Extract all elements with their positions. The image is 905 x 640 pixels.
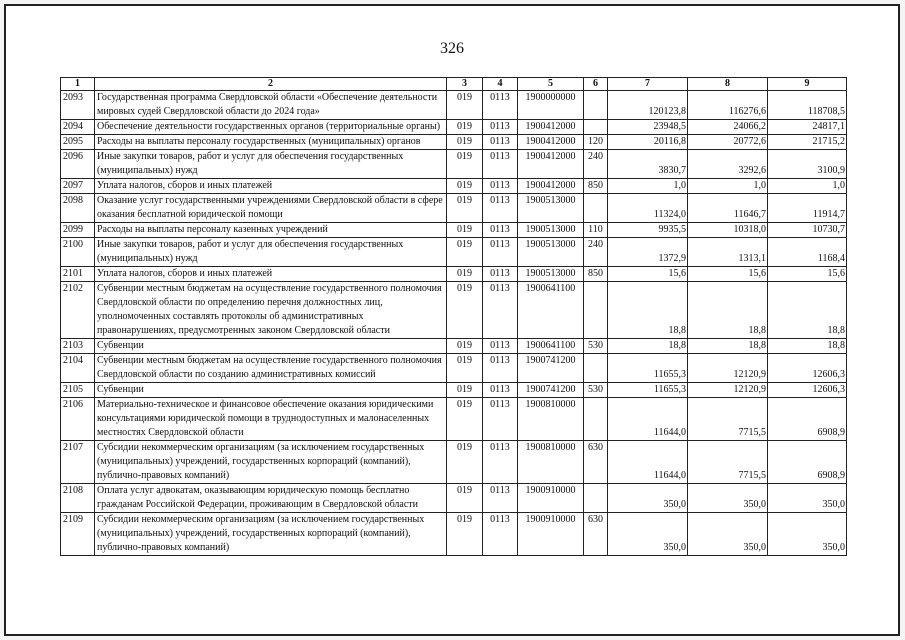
amount-year-2-cell: 15,6 xyxy=(688,267,768,282)
row-number-cell: 2100 xyxy=(61,238,95,267)
header-cell: 8 xyxy=(688,78,768,91)
description-cell: Расходы на выплаты персоналу государственных (муниципальных) органов xyxy=(95,135,447,150)
expense-type-cell: 850 xyxy=(584,179,608,194)
header-cell: 9 xyxy=(768,78,847,91)
amount-year-3-cell: 3100,9 xyxy=(768,150,847,179)
amount-year-2-cell: 7715,5 xyxy=(688,398,768,441)
ministry-code-cell: 019 xyxy=(447,383,483,398)
amount-year-1-cell: 120123,8 xyxy=(608,91,688,120)
description-cell: Субвенции местным бюджетам на осуществление государственного полномочия Свердловской области по определению перечня должностных лиц, уполномоченных составлять протоколы об административных правонарушениях, предусмотренных законом Свердловской области xyxy=(95,282,447,339)
table-row xyxy=(61,135,847,150)
amount-year-3-cell: 350,0 xyxy=(768,513,847,556)
amount-year-3-cell: 10730,7 xyxy=(768,223,847,238)
table-row xyxy=(61,339,847,354)
header-cell: 2 xyxy=(95,78,447,91)
ministry-code-cell: 019 xyxy=(447,135,483,150)
ministry-code-cell: 019 xyxy=(447,398,483,441)
ministry-code-cell: 019 xyxy=(447,484,483,513)
amount-year-3-cell: 118708,5 xyxy=(768,91,847,120)
ministry-code-cell: 019 xyxy=(447,150,483,179)
description-cell: Материально-техническое и финансовое обеспечение оказания юридическими консультациями юридической помощи в труднодоступных и малонаселенных местностях Свердловской области xyxy=(95,398,447,441)
expense-type-cell: 630 xyxy=(584,441,608,484)
target-article-cell: 1900412000 xyxy=(518,120,584,135)
row-number-cell: 2096 xyxy=(61,150,95,179)
ministry-code-cell: 019 xyxy=(447,339,483,354)
description-cell: Расходы на выплаты персоналу казенных учреждений xyxy=(95,223,447,238)
ministry-code-cell: 019 xyxy=(447,354,483,383)
description-cell: Оплата услуг адвокатам, оказывающим юридическую помощь бесплатно гражданам Российской Федерации, проживающим в Свердловской области xyxy=(95,484,447,513)
header-cell: 3 xyxy=(447,78,483,91)
ministry-code-cell: 019 xyxy=(447,120,483,135)
table-row xyxy=(61,223,847,238)
table-row xyxy=(61,484,847,513)
ministry-code-cell: 019 xyxy=(447,91,483,120)
amount-year-1-cell: 350,0 xyxy=(608,484,688,513)
row-number-cell: 2107 xyxy=(61,441,95,484)
amount-year-2-cell: 1313,1 xyxy=(688,238,768,267)
row-number-cell: 2093 xyxy=(61,91,95,120)
table-row xyxy=(61,150,847,179)
ministry-code-cell: 019 xyxy=(447,223,483,238)
row-number-cell: 2105 xyxy=(61,383,95,398)
amount-year-1-cell: 18,8 xyxy=(608,282,688,339)
amount-year-2-cell: 12120,9 xyxy=(688,383,768,398)
section-code-cell: 0113 xyxy=(483,282,518,339)
page-number: 326 xyxy=(440,40,464,57)
amount-year-2-cell: 1,0 xyxy=(688,179,768,194)
expense-type-cell: 530 xyxy=(584,339,608,354)
section-code-cell: 0113 xyxy=(483,179,518,194)
header-cell: 5 xyxy=(518,78,584,91)
table-row xyxy=(61,179,847,194)
expense-type-cell xyxy=(584,194,608,223)
amount-year-2-cell: 12120,9 xyxy=(688,354,768,383)
description-cell: Обеспечение деятельности государственных органов (территориальные органы) xyxy=(95,120,447,135)
expense-type-cell: 240 xyxy=(584,238,608,267)
header-cell: 6 xyxy=(584,78,608,91)
section-code-cell: 0113 xyxy=(483,398,518,441)
section-code-cell: 0113 xyxy=(483,150,518,179)
section-code-cell: 0113 xyxy=(483,383,518,398)
expense-type-cell: 850 xyxy=(584,267,608,282)
section-code-cell: 0113 xyxy=(483,441,518,484)
target-article-cell: 1900000000 xyxy=(518,91,584,120)
row-number-cell: 2099 xyxy=(61,223,95,238)
target-article-cell: 1900513000 xyxy=(518,194,584,223)
section-code-cell: 0113 xyxy=(483,484,518,513)
expense-type-cell xyxy=(584,120,608,135)
table-row xyxy=(61,383,847,398)
table-row xyxy=(61,120,847,135)
amount-year-2-cell: 18,8 xyxy=(688,339,768,354)
amount-year-1-cell: 18,8 xyxy=(608,339,688,354)
amount-year-2-cell: 350,0 xyxy=(688,484,768,513)
amount-year-1-cell: 11324,0 xyxy=(608,194,688,223)
document-page xyxy=(4,4,900,636)
expense-type-cell xyxy=(584,354,608,383)
row-number-cell: 2109 xyxy=(61,513,95,556)
amount-year-1-cell: 23948,5 xyxy=(608,120,688,135)
amount-year-2-cell: 3292,6 xyxy=(688,150,768,179)
target-article-cell: 1900412000 xyxy=(518,135,584,150)
description-cell: Иные закупки товаров, работ и услуг для обеспечения государственных (муниципальных) нужд xyxy=(95,238,447,267)
amount-year-3-cell: 12606,3 xyxy=(768,354,847,383)
amount-year-3-cell: 6908,9 xyxy=(768,441,847,484)
expense-type-cell xyxy=(584,282,608,339)
row-number-cell: 2098 xyxy=(61,194,95,223)
target-article-cell: 1900910000 xyxy=(518,513,584,556)
amount-year-1-cell: 1,0 xyxy=(608,179,688,194)
expense-type-cell: 110 xyxy=(584,223,608,238)
table-row xyxy=(61,513,847,556)
description-cell: Субвенции xyxy=(95,339,447,354)
amount-year-3-cell: 21715,2 xyxy=(768,135,847,150)
target-article-cell: 1900810000 xyxy=(518,441,584,484)
section-code-cell: 0113 xyxy=(483,120,518,135)
expense-type-cell xyxy=(584,484,608,513)
section-code-cell: 0113 xyxy=(483,238,518,267)
budget-table xyxy=(60,77,847,556)
target-article-cell: 1900412000 xyxy=(518,179,584,194)
amount-year-3-cell: 6908,9 xyxy=(768,398,847,441)
table-row xyxy=(61,194,847,223)
section-code-cell: 0113 xyxy=(483,267,518,282)
amount-year-1-cell: 15,6 xyxy=(608,267,688,282)
table-row xyxy=(61,354,847,383)
target-article-cell: 1900641100 xyxy=(518,339,584,354)
amount-year-1-cell: 11644,0 xyxy=(608,441,688,484)
expense-type-cell xyxy=(584,91,608,120)
target-article-cell: 1900910000 xyxy=(518,484,584,513)
amount-year-3-cell: 15,6 xyxy=(768,267,847,282)
amount-year-2-cell: 116276,6 xyxy=(688,91,768,120)
row-number-cell: 2104 xyxy=(61,354,95,383)
target-article-cell: 1900513000 xyxy=(518,238,584,267)
table-row xyxy=(61,282,847,339)
amount-year-2-cell: 7715,5 xyxy=(688,441,768,484)
description-cell: Субвенции местным бюджетам на осуществление государственного полномочия Свердловской области по созданию административных комиссий xyxy=(95,354,447,383)
expense-type-cell: 530 xyxy=(584,383,608,398)
row-number-cell: 2103 xyxy=(61,339,95,354)
description-cell: Субвенции xyxy=(95,383,447,398)
amount-year-1-cell: 350,0 xyxy=(608,513,688,556)
ministry-code-cell: 019 xyxy=(447,513,483,556)
target-article-cell: 1900741200 xyxy=(518,383,584,398)
table-row xyxy=(61,91,847,120)
amount-year-3-cell: 1168,4 xyxy=(768,238,847,267)
amount-year-3-cell: 350,0 xyxy=(768,484,847,513)
target-article-cell: 1900513000 xyxy=(518,267,584,282)
section-code-cell: 0113 xyxy=(483,135,518,150)
table-row xyxy=(61,238,847,267)
expense-type-cell: 240 xyxy=(584,150,608,179)
expense-type-cell: 120 xyxy=(584,135,608,150)
description-cell: Уплата налогов, сборов и иных платежей xyxy=(95,267,447,282)
header-cell: 7 xyxy=(608,78,688,91)
ministry-code-cell: 019 xyxy=(447,179,483,194)
description-cell: Оказание услуг государственными учреждениями Свердловской области в сфере оказания бесплатной юридической помощи xyxy=(95,194,447,223)
amount-year-3-cell: 24817,1 xyxy=(768,120,847,135)
section-code-cell: 0113 xyxy=(483,354,518,383)
row-number-cell: 2094 xyxy=(61,120,95,135)
amount-year-1-cell: 11655,3 xyxy=(608,383,688,398)
header-cell: 1 xyxy=(61,78,95,91)
section-code-cell: 0113 xyxy=(483,223,518,238)
amount-year-1-cell: 9935,5 xyxy=(608,223,688,238)
row-number-cell: 2102 xyxy=(61,282,95,339)
header-cell: 4 xyxy=(483,78,518,91)
ministry-code-cell: 019 xyxy=(447,267,483,282)
amount-year-2-cell: 11646,7 xyxy=(688,194,768,223)
description-cell: Субсидии некоммерческим организациям (за исключением государственных (муниципальных) учреждений, государственных корпораций (компаний), публично-правовых компаний) xyxy=(95,441,447,484)
ministry-code-cell: 019 xyxy=(447,238,483,267)
description-cell: Уплата налогов, сборов и иных платежей xyxy=(95,179,447,194)
description-cell: Государственная программа Свердловской области «Обеспечение деятельности мировых судей Свердловской области до 2024 года» xyxy=(95,91,447,120)
amount-year-1-cell: 20116,8 xyxy=(608,135,688,150)
row-number-cell: 2095 xyxy=(61,135,95,150)
amount-year-1-cell: 11644,0 xyxy=(608,398,688,441)
description-cell: Иные закупки товаров, работ и услуг для обеспечения государственных (муниципальных) нужд xyxy=(95,150,447,179)
amount-year-2-cell: 18,8 xyxy=(688,282,768,339)
amount-year-1-cell: 1372,9 xyxy=(608,238,688,267)
row-number-cell: 2101 xyxy=(61,267,95,282)
table-row xyxy=(61,398,847,441)
row-number-cell: 2097 xyxy=(61,179,95,194)
amount-year-3-cell: 1,0 xyxy=(768,179,847,194)
amount-year-2-cell: 20772,6 xyxy=(688,135,768,150)
amount-year-2-cell: 10318,0 xyxy=(688,223,768,238)
row-number-cell: 2106 xyxy=(61,398,95,441)
target-article-cell: 1900641100 xyxy=(518,282,584,339)
amount-year-1-cell: 11655,3 xyxy=(608,354,688,383)
ministry-code-cell: 019 xyxy=(447,282,483,339)
table-row xyxy=(61,267,847,282)
amount-year-1-cell: 3830,7 xyxy=(608,150,688,179)
amount-year-3-cell: 12606,3 xyxy=(768,383,847,398)
target-article-cell: 1900412000 xyxy=(518,150,584,179)
ministry-code-cell: 019 xyxy=(447,441,483,484)
amount-year-3-cell: 18,8 xyxy=(768,339,847,354)
expense-type-cell: 630 xyxy=(584,513,608,556)
table-row xyxy=(61,441,847,484)
ministry-code-cell: 019 xyxy=(447,194,483,223)
target-article-cell: 1900810000 xyxy=(518,398,584,441)
target-article-cell: 1900513000 xyxy=(518,223,584,238)
row-number-cell: 2108 xyxy=(61,484,95,513)
amount-year-3-cell: 18,8 xyxy=(768,282,847,339)
description-cell: Субсидии некоммерческим организациям (за исключением государственных (муниципальных) учреждений, государственных корпораций (компаний), публично-правовых компаний) xyxy=(95,513,447,556)
amount-year-2-cell: 24066,2 xyxy=(688,120,768,135)
expense-type-cell xyxy=(584,398,608,441)
amount-year-3-cell: 11914,7 xyxy=(768,194,847,223)
section-code-cell: 0113 xyxy=(483,194,518,223)
section-code-cell: 0113 xyxy=(483,513,518,556)
amount-year-2-cell: 350,0 xyxy=(688,513,768,556)
target-article-cell: 1900741200 xyxy=(518,354,584,383)
section-code-cell: 0113 xyxy=(483,339,518,354)
section-code-cell: 0113 xyxy=(483,91,518,120)
header-row xyxy=(61,78,847,91)
